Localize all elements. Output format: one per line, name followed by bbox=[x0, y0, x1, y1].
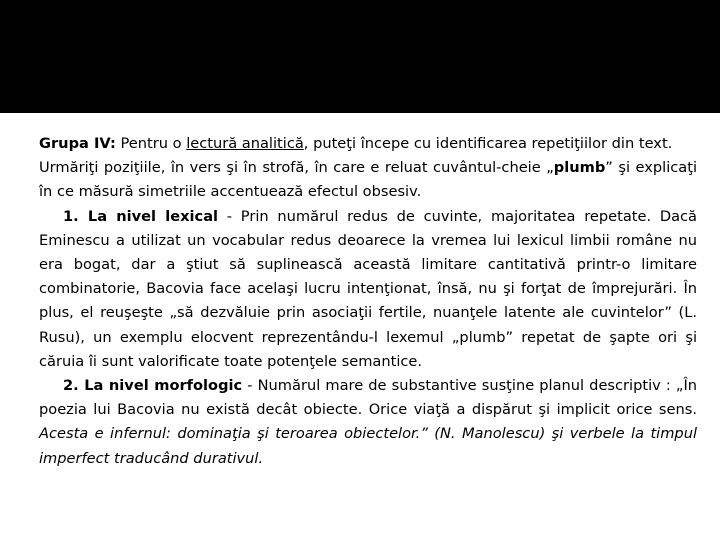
body-text bbox=[39, 132, 697, 471]
paragraph-text: , puteţi începe cu identificarea repetiţiilor din text. bbox=[303, 135, 673, 152]
paragraph-text: - Prin numărul redus de cuvinte, majoritatea repetate. Dacă Eminescu a utilizat un vocabular redus deoarece la vremea lui lexicul limbii române nu era bogat, dar a ştiut să suplinească această limitare cantitativă printr-o limitare combinatorie, Bacovia face acelaşi lucru intenţionat, însă, nu şi forţat de împrejurări. În plus, el reuşeşte „să dezvăluie prin asociaţii fertile, nuanţele latente ale cuvintelor” (L. Rusu), un exemplu elocvent reprezentându-l lexemul „plumb” repetat de şapte ori şi căruia îi sunt valorificate toate potenţele semantice. bbox=[39, 207, 697, 370]
paragraph-lexical bbox=[39, 205, 697, 374]
lectura-analitica-link: lectură analitică bbox=[186, 135, 304, 152]
paragraph-instructions bbox=[39, 156, 697, 204]
paragraph-text: Urmăriţi poziţiile, în vers şi în strofă, în care e reluat cuvântul-cheie „ bbox=[39, 159, 554, 177]
paragraph-text: ” şi explicaţi în ce măsură simetriile accentuează efectul obsesiv. bbox=[39, 159, 697, 201]
paragraph-text: - Numărul mare de substantive susţine planul descriptiv : „În poezia lui Bacovia nu există decât obiecte. Orice viaţă a dispărut şi implicit orice sens. bbox=[39, 377, 697, 419]
quote-italic: Acesta e infernul: dominaţia şi teroarea obiectelor.” (N. Manolescu) şi verbele la timpul imperfect traducând durativul. bbox=[39, 425, 697, 467]
group-label: Grupa IV: bbox=[39, 135, 116, 152]
paragraph-morfologic bbox=[39, 374, 697, 471]
heading-morfologic: 2. La nivel morfologic bbox=[63, 377, 243, 395]
heading-lexical: 1. La nivel lexical bbox=[63, 207, 219, 225]
paragraph-text: Pentru o bbox=[115, 135, 187, 152]
header-band bbox=[0, 0, 720, 113]
keyword-plumb: plumb bbox=[553, 159, 606, 177]
paragraph-grupa bbox=[39, 132, 697, 156]
